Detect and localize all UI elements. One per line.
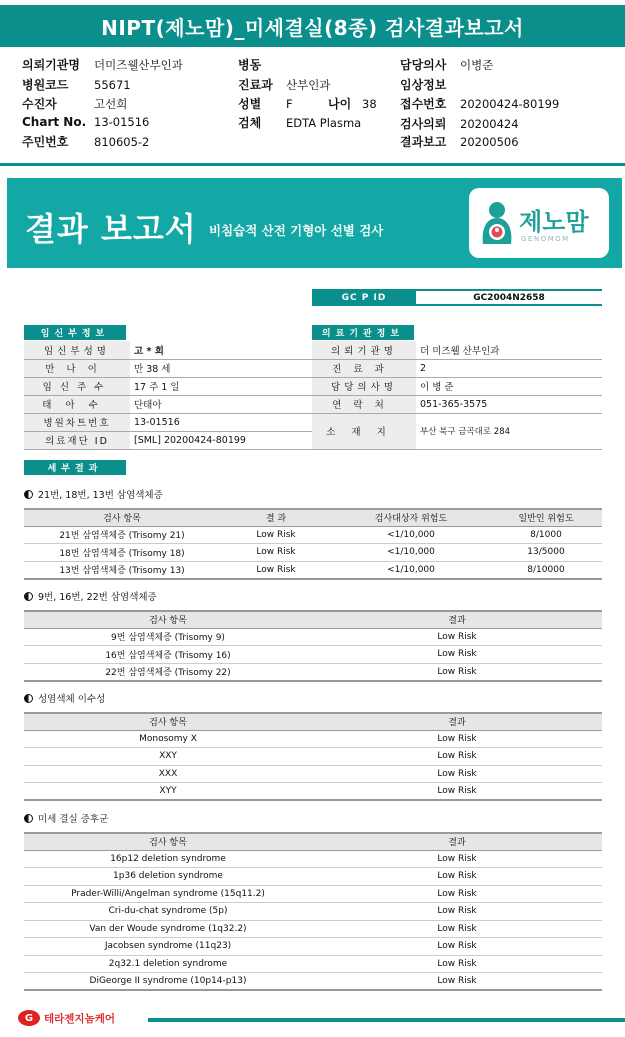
test-item: 1p36 deletion syndrome (24, 868, 312, 886)
info-label: 만나이 (24, 359, 130, 377)
test-item: 9번 삼염색체증 (Trisomy 9) (24, 628, 312, 646)
chart-label: Chart No. (22, 115, 87, 129)
table-row (24, 938, 602, 956)
info-value: 부산 북구 금곡대로 284 (416, 413, 602, 449)
table-row (24, 431, 312, 449)
info-value: 만 38 세 (130, 359, 312, 377)
table-row (312, 359, 602, 377)
age-label: 나이 (328, 97, 352, 111)
test-item: Jacobsen syndrome (11q23) (24, 938, 312, 956)
info-label: 연락처 (312, 395, 416, 413)
general-risk: 13/5000 (490, 544, 602, 562)
section-detail-results: 세부결과 (24, 460, 126, 475)
request-value: 20200424 (460, 117, 519, 131)
info-value: [SML] 20200424-80199 (130, 431, 312, 449)
clinical-label: 임상정보 (400, 78, 447, 92)
info-label: 진료과 (312, 359, 416, 377)
results-table-microdeletion (24, 832, 602, 991)
company-name: 테라젠지놈케어 (44, 1012, 116, 1025)
half-circle-icon (24, 694, 33, 703)
pregnant-info-table (24, 341, 312, 450)
test-item: 16p12 deletion syndrome (24, 850, 312, 868)
info-value: 고 * 희 (130, 341, 312, 359)
mother-child-icon (479, 200, 515, 246)
column-header: 검사 항목 (24, 611, 312, 628)
test-item: 16번 삼염색체증 (Trisomy 16) (24, 646, 312, 664)
table-row (24, 973, 602, 991)
group-title-text: 미세 결실 증후군 (38, 814, 109, 825)
table-row (24, 663, 602, 681)
info-label: 임신부성명 (24, 341, 130, 359)
institution-label: 의뢰기관명 (22, 58, 80, 72)
chart-value: 13-01516 (94, 115, 150, 129)
test-item: Monosomy X (24, 730, 312, 748)
info-label: 병원차트번호 (24, 413, 130, 431)
table-row (24, 359, 312, 377)
column-header: 검사 항목 (24, 509, 220, 526)
info-label: 담당의사명 (312, 377, 416, 395)
result: Low Risk (220, 544, 332, 562)
table-header-row (24, 611, 602, 628)
doctor-label: 담당의사 (400, 58, 447, 72)
ward-label: 병동 (238, 58, 262, 72)
sex-label: 성별 (238, 97, 262, 111)
hospital-code-label: 병원코드 (22, 78, 69, 92)
age-value: 38 (362, 97, 377, 111)
test-item: Cri-du-chat syndrome (5p) (24, 903, 312, 921)
resident-label: 주민번호 (22, 135, 69, 149)
result: Low Risk (312, 730, 602, 748)
specimen-label: 검체 (238, 116, 262, 130)
logo-text: 제노맘 (519, 208, 589, 236)
results-table-sex-chromosome (24, 712, 602, 801)
result: Low Risk (312, 920, 602, 938)
dept-label: 진료과 (238, 78, 273, 92)
table-row (24, 868, 602, 886)
info-label: 태아수 (24, 395, 130, 413)
footer-divider (148, 1018, 625, 1022)
group-title-text: 성염색체 이수성 (38, 694, 106, 705)
institution-value: 더미즈웰산부인과 (94, 58, 183, 72)
table-row (24, 561, 602, 579)
result: Low Risk (312, 903, 602, 921)
column-header: 결 과 (220, 509, 332, 526)
test-item: Prader-Willi/Angelman syndrome (15q11.2) (24, 885, 312, 903)
results-table-trisomy-21-18-13 (24, 508, 602, 580)
specimen-value: EDTA Plasma (286, 116, 362, 130)
subject-risk: <1/10,000 (332, 526, 490, 544)
section-pregnant-info: 임신부정보 (24, 325, 126, 340)
test-item: 22번 삼염색체증 (Trisomy 22) (24, 663, 312, 681)
table-row (24, 850, 602, 868)
sex-value: F (286, 97, 293, 111)
result: Low Risk (312, 868, 602, 886)
table-row (312, 341, 602, 359)
subject-risk: <1/10,000 (332, 561, 490, 579)
info-value: 051-365-3575 (416, 395, 602, 413)
gcpid-label: GC P ID (312, 289, 416, 306)
test-item: 18번 삼염색체증 (Trisomy 18) (24, 544, 220, 562)
results-table-trisomy-9-16-22 (24, 610, 602, 682)
result: Low Risk (312, 850, 602, 868)
group-title-microdeletion (24, 811, 108, 825)
half-circle-icon (24, 490, 33, 499)
info-value: 더 미즈웰 산부인과 (416, 341, 602, 359)
group-title-sex-chromosome (24, 691, 105, 705)
table-row (312, 377, 602, 395)
doctor-value: 이병준 (460, 58, 494, 72)
gcpid-value: GC2004N2658 (416, 289, 602, 306)
result: Low Risk (312, 885, 602, 903)
table-row (24, 765, 602, 783)
table-row (24, 646, 602, 664)
info-label: 소재지 (312, 413, 416, 449)
banner-subtitle: 비침습적 산전 기형아 선별 검사 (209, 223, 384, 238)
table-row (24, 955, 602, 973)
result: Low Risk (312, 628, 602, 646)
table-row (312, 395, 602, 413)
section-institution-info: 의료기관정보 (312, 325, 414, 340)
report-date-value: 20200506 (460, 135, 519, 149)
column-header: 결과 (312, 833, 602, 850)
test-item: XXX (24, 765, 312, 783)
test-item: 2q32.1 deletion syndrome (24, 955, 312, 973)
table-row (24, 341, 312, 359)
table-row (24, 526, 602, 544)
info-label: 의뢰기관명 (312, 341, 416, 359)
test-item: DiGeorge II syndrome (10p14-p13) (24, 973, 312, 991)
general-risk: 8/1000 (490, 526, 602, 544)
request-label: 검사의뢰 (400, 117, 447, 131)
logo-english: GENOMOM (521, 235, 570, 243)
half-circle-icon (24, 814, 33, 823)
group-title-trisomy-9-16-22 (24, 589, 157, 603)
header-divider (0, 163, 625, 166)
table-row (24, 413, 312, 431)
receipt-label: 접수번호 (400, 97, 447, 111)
info-label: 의료재단 ID (24, 431, 130, 449)
table-header-row (24, 509, 602, 526)
table-row (24, 395, 312, 413)
result: Low Risk (312, 783, 602, 801)
footer-company-logo (18, 1010, 115, 1026)
test-item: 13번 삼염색체증 (Trisomy 13) (24, 561, 220, 579)
group-title-text: 21번, 18번, 13번 삼염색체증 (38, 490, 163, 501)
test-item: 21번 삼염색체증 (Trisomy 21) (24, 526, 220, 544)
column-header: 결과 (312, 713, 602, 730)
result: Low Risk (220, 561, 332, 579)
table-row (24, 903, 602, 921)
report-date-label: 결과보고 (400, 135, 447, 149)
page-title: NIPT(제노맘)_미세결실(8종) 검사결과보고서 (0, 5, 625, 47)
column-header: 일반인 위험도 (490, 509, 602, 526)
group-title-trisomy-21-18-13 (24, 487, 163, 501)
result: Low Risk (312, 973, 602, 991)
report-banner (7, 178, 622, 268)
table-row (24, 783, 602, 801)
result: Low Risk (312, 748, 602, 766)
dept-value: 산부인과 (286, 78, 331, 92)
test-item: XYY (24, 783, 312, 801)
result: Low Risk (220, 526, 332, 544)
resident-value: 810605-2 (94, 135, 150, 149)
table-row (24, 920, 602, 938)
report-meta (22, 56, 622, 156)
test-item: XXY (24, 748, 312, 766)
genomom-logo (469, 188, 609, 258)
table-row (312, 413, 602, 449)
table-row (24, 377, 312, 395)
info-value: 17 주 1 일 (130, 377, 312, 395)
general-risk: 8/10000 (490, 561, 602, 579)
result: Low Risk (312, 955, 602, 973)
company-logo-icon: G (18, 1010, 40, 1026)
info-label: 임신주수 (24, 377, 130, 395)
result: Low Risk (312, 663, 602, 681)
group-title-text: 9번, 16번, 22번 삼염색체증 (38, 592, 157, 603)
table-row (24, 628, 602, 646)
column-header: 검사 항목 (24, 713, 312, 730)
subject-risk: <1/10,000 (332, 544, 490, 562)
hospital-code-value: 55671 (94, 78, 131, 92)
half-circle-icon (24, 592, 33, 601)
receipt-value: 20200424-80199 (460, 97, 560, 111)
info-value: 이 병 준 (416, 377, 602, 395)
result: Low Risk (312, 765, 602, 783)
patient-value: 고선희 (94, 97, 128, 111)
table-row (24, 748, 602, 766)
patient-label: 수진자 (22, 97, 57, 111)
column-header: 검사 항목 (24, 833, 312, 850)
result: Low Risk (312, 646, 602, 664)
column-header: 검사대상자 위험도 (332, 509, 490, 526)
table-header-row (24, 833, 602, 850)
test-item: Van der Woude syndrome (1q32.2) (24, 920, 312, 938)
info-value: 단태아 (130, 395, 312, 413)
column-header: 결과 (312, 611, 602, 628)
table-row (24, 885, 602, 903)
table-row (24, 544, 602, 562)
result: Low Risk (312, 938, 602, 956)
table-row (24, 730, 602, 748)
table-header-row (24, 713, 602, 730)
info-value: 13-01516 (130, 413, 312, 431)
institution-info-table (312, 341, 602, 450)
banner-title: 결과 보고서 (25, 210, 197, 248)
info-value: 2 (416, 359, 602, 377)
